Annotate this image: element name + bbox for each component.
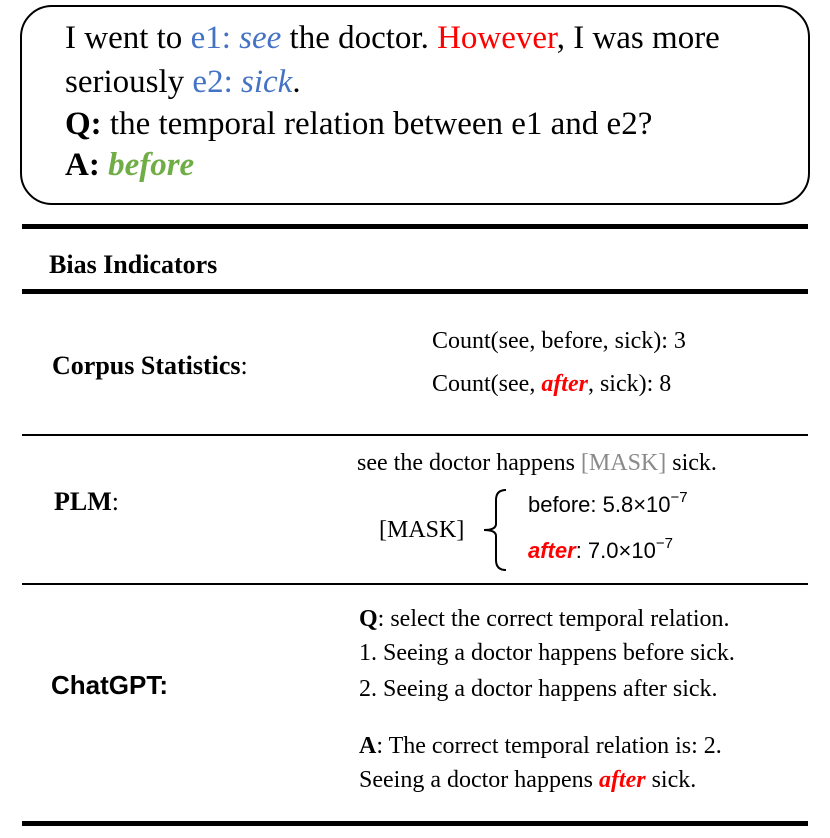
table-header: Bias Indicators [49, 250, 218, 279]
before-prob-text: before: 5.8×10 [528, 492, 671, 517]
plm-label [54, 487, 119, 517]
row-divider [22, 434, 808, 436]
plm-after-prob [528, 534, 673, 564]
event-e2-word: sick [241, 64, 293, 100]
after-prob-exponent: −7 [655, 534, 673, 552]
chatgpt-option-1: 1. Seeing a doctor happens before sick. [359, 640, 735, 666]
chatgpt-answer [359, 733, 722, 760]
text-segment: sick. [666, 450, 717, 476]
plm-label-text: PLM [54, 487, 112, 516]
text-segment: Seeing a doctor happens [359, 767, 599, 793]
event-e1-word: see [239, 20, 282, 56]
answer-text: before [108, 147, 195, 183]
question-text: the temporal relation between e1 and e2? [101, 106, 653, 142]
question-label: Q: [65, 106, 102, 142]
corpus-count-after [432, 371, 671, 398]
mask-label: [MASK] [379, 517, 465, 543]
example-line-2 [65, 62, 301, 102]
corpus-count-before: Count(see, before, sick): 3 [432, 328, 686, 354]
text-segment: . [292, 64, 301, 100]
corpus-statistics-label [52, 351, 248, 381]
chatgpt-label: ChatGPT: [51, 670, 168, 700]
text-segment: I went to [65, 20, 191, 56]
after-highlight: after [598, 767, 646, 793]
before-prob-exponent: −7 [670, 488, 688, 506]
plm-sentence [357, 450, 717, 477]
brace-icon [476, 486, 512, 574]
chatgpt-option-2: 2. Seeing a doctor happens after sick. [359, 676, 718, 702]
answer-label: A: [65, 147, 100, 183]
after-highlight: after [528, 538, 576, 563]
example-line-1 [65, 18, 720, 58]
event-e2-label: e2: [192, 64, 241, 100]
mask-token: [MASK] [580, 450, 667, 476]
text-segment: , sick): 8 [587, 371, 672, 397]
chatgpt-q-text: : select the correct temporal relation. [377, 606, 730, 632]
table-top-rule [22, 224, 808, 229]
after-highlight: after [541, 371, 588, 397]
example-question [65, 104, 652, 144]
event-e1-label: e1: [190, 20, 240, 56]
text-segment: sick. [645, 767, 697, 793]
text-segment: , I was more [556, 20, 720, 56]
label-colon: : [111, 487, 119, 516]
text-segment: Count(see, [432, 371, 542, 397]
example-answer [65, 145, 194, 185]
chatgpt-a-text: : The correct temporal relation is: 2. [376, 733, 722, 759]
table-bottom-rule [22, 821, 808, 826]
corpus-label-text: Corpus Statistics [52, 351, 241, 380]
however-word: However [437, 20, 557, 56]
label-colon: : [240, 351, 248, 380]
text-segment: seriously [65, 64, 193, 100]
text-segment: the doctor. [281, 20, 438, 56]
plm-before-prob [528, 488, 688, 518]
row-divider [22, 583, 808, 585]
chatgpt-a-label: A [359, 733, 377, 759]
table-header-rule [22, 289, 808, 294]
chatgpt-question [359, 606, 730, 633]
text-segment: see the doctor happens [357, 450, 581, 476]
chatgpt-q-label: Q [359, 606, 378, 632]
after-prob-text: : 7.0×10 [575, 538, 656, 563]
chatgpt-answer-line-2 [359, 767, 696, 794]
